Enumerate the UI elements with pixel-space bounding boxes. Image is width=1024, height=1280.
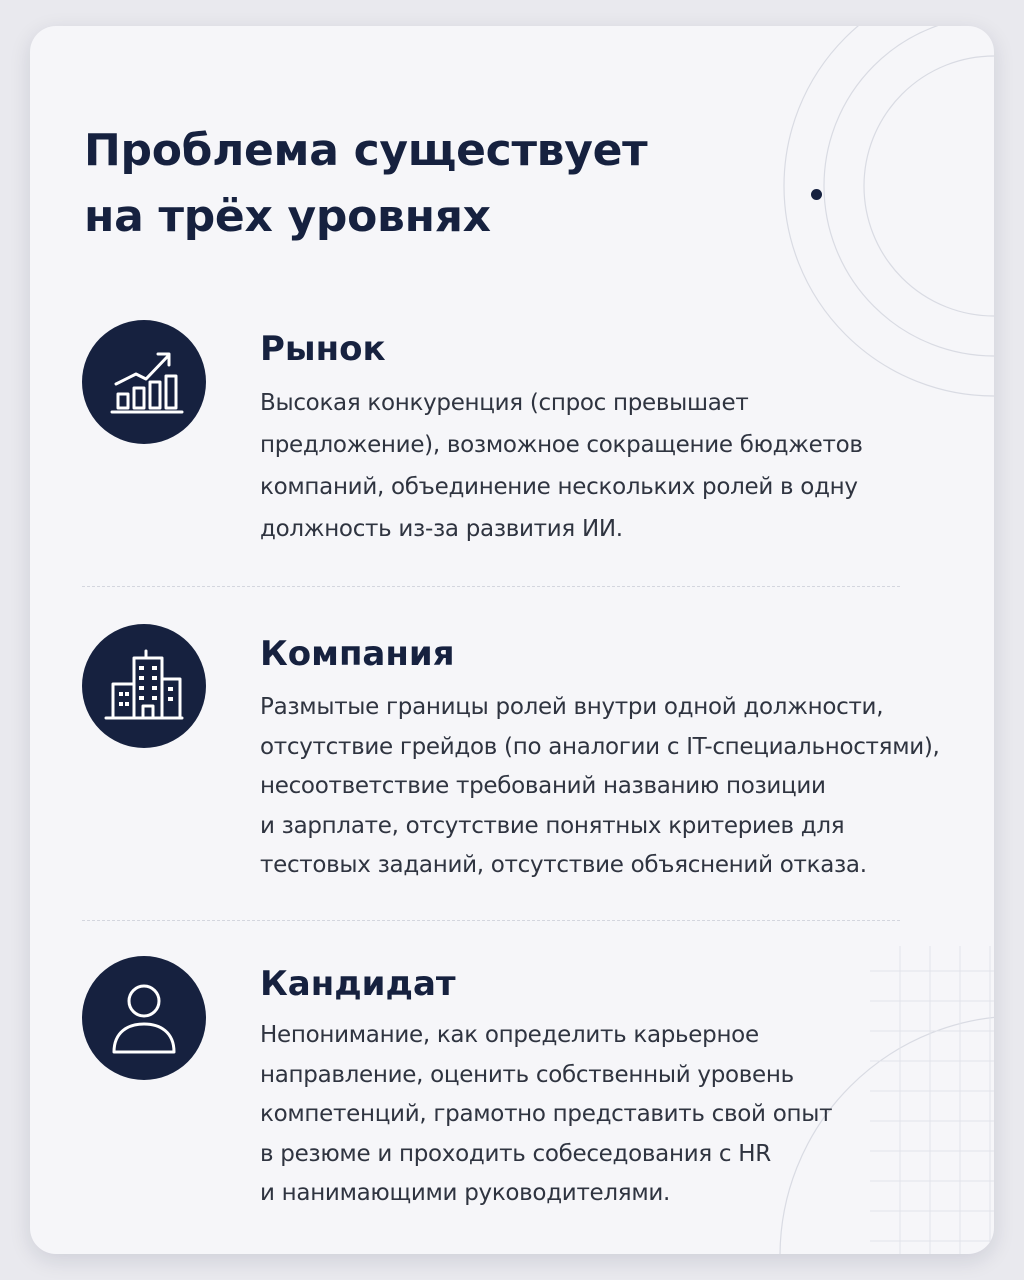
description-line: предложение), возможное сокращение бюджетов xyxy=(260,432,863,458)
decorative-dot xyxy=(811,189,822,200)
section-divider xyxy=(82,920,900,921)
section-divider xyxy=(82,586,900,587)
description-line: в резюме и проходить собеседования с HR xyxy=(260,1140,771,1167)
description-line: и нанимающими руководителями. xyxy=(260,1180,671,1206)
description-line: Размытые границы ролей внутри одной должности, xyxy=(260,694,884,720)
page-title-line-2: на трёх уровнях xyxy=(84,191,491,242)
section-description-market xyxy=(260,382,863,550)
section-description-candidate xyxy=(260,1016,832,1214)
description-line: должность из-за развития ИИ. xyxy=(260,516,623,542)
description-line: отсутствие грейдов (по аналогии с IT-специальностями), xyxy=(260,733,940,760)
description-line: Непонимание, как определить карьерное xyxy=(260,1022,759,1048)
content-card xyxy=(30,26,994,1254)
user-icon xyxy=(82,956,206,1080)
description-line: компаний, объединение нескольких ролей в одну xyxy=(260,474,858,500)
growth-chart-icon xyxy=(82,320,206,444)
section-title-market: Рынок xyxy=(260,329,386,369)
page-title xyxy=(84,118,647,250)
page-title-line-1: Проблема существует xyxy=(84,125,648,176)
description-line: Высокая конкуренция (спрос превышает xyxy=(260,390,749,416)
description-line: тестовых заданий, отсутствие объяснений отказа. xyxy=(260,852,867,878)
description-line: компетенций, грамотно представить свой опыт xyxy=(260,1101,833,1127)
description-line: несоответствие требований названию позиции xyxy=(260,773,826,799)
section-title-company: Компания xyxy=(260,634,455,674)
description-line: направление, оценить собственный уровень xyxy=(260,1061,794,1088)
office-building-icon xyxy=(82,624,206,748)
section-title-candidate: Кандидат xyxy=(260,964,456,1004)
description-line: и зарплате, отсутствие понятных критериев для xyxy=(260,812,845,839)
section-description-company xyxy=(260,688,940,886)
